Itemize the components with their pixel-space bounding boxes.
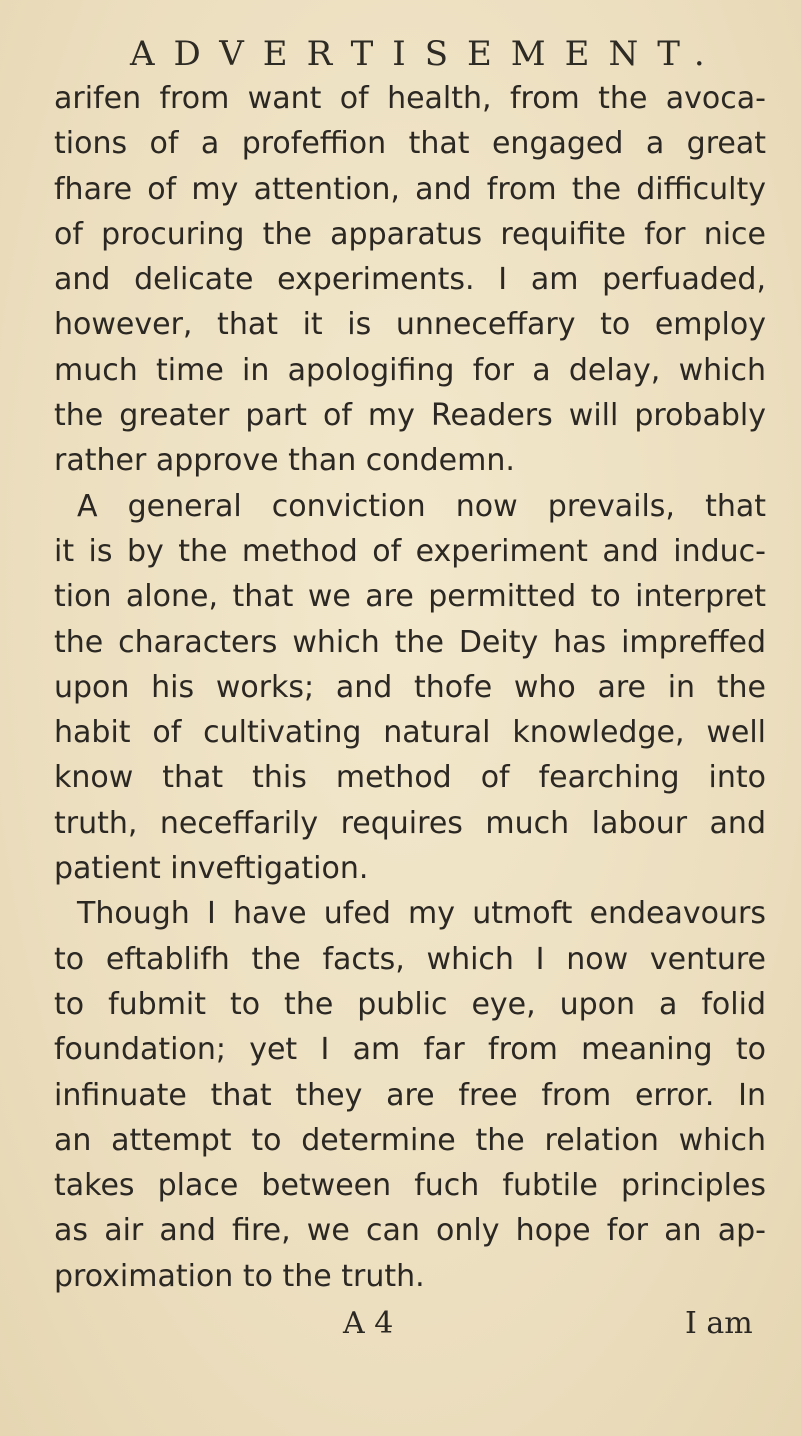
text-line: much time in apologifing for a delay, which [54, 352, 766, 388]
text-line: tion alone, that we are permitted to interpret [54, 579, 766, 615]
paragraph-3 [54, 891, 766, 1299]
text-line: the characters which the Deity has impreffed [54, 624, 766, 660]
text-line: however, that it is unneceffary to employ [54, 307, 766, 343]
text-line: and delicate experiments. I am perfuaded, [54, 262, 766, 298]
text-line: as air and fire, we can only hope for an ap- [54, 1213, 766, 1249]
text-line: truth, neceffarily requires much labour and [54, 805, 766, 841]
paragraph-2 [54, 484, 766, 892]
text-line: foundation; yet I am far from meaning to [54, 1032, 766, 1068]
text-line: know that this method of fearching into [54, 760, 766, 796]
text-line: it is by the method of experiment and induc- [54, 533, 766, 569]
text-line: rather approve than condemn. [54, 443, 515, 479]
text-line: to eftablifh the facts, which I now venture [54, 941, 766, 977]
text-line: habit of cultivating natural knowledge, well [54, 715, 766, 751]
text-line: an attempt to determine the relation which [54, 1122, 766, 1158]
body-text [54, 76, 766, 1299]
text-line: the greater part of my Readers will probably [54, 398, 766, 434]
text-line: upon his works; and thofe who are in the [54, 669, 766, 705]
catchword: I am [685, 1306, 753, 1341]
signature-mark: A 4 [343, 1306, 394, 1341]
text-line: proximation to the truth. [54, 1258, 425, 1294]
text-line: fhare of my attention, and from the difficulty [54, 171, 766, 207]
text-line: takes place between fuch fubtile principles [54, 1168, 766, 1204]
text-line: tions of a profeffion that engaged a great [54, 126, 766, 162]
running-title: ADVERTISEMENT. [130, 34, 724, 74]
text-line: A general conviction now prevails, that [77, 488, 766, 524]
text-line: Though I have ufed my utmoft endeavours [77, 896, 766, 932]
text-line: of procuring the apparatus requifite for nice [54, 216, 766, 252]
text-line: patient inveftigation. [54, 851, 369, 887]
text-line: to fubmit to the public eye, upon a folid [54, 986, 766, 1022]
text-line: arifen from want of health, from the avoca- [54, 81, 766, 116]
paragraph-1 [54, 76, 766, 484]
text-line: infinuate that they are free from error. In [54, 1077, 766, 1113]
